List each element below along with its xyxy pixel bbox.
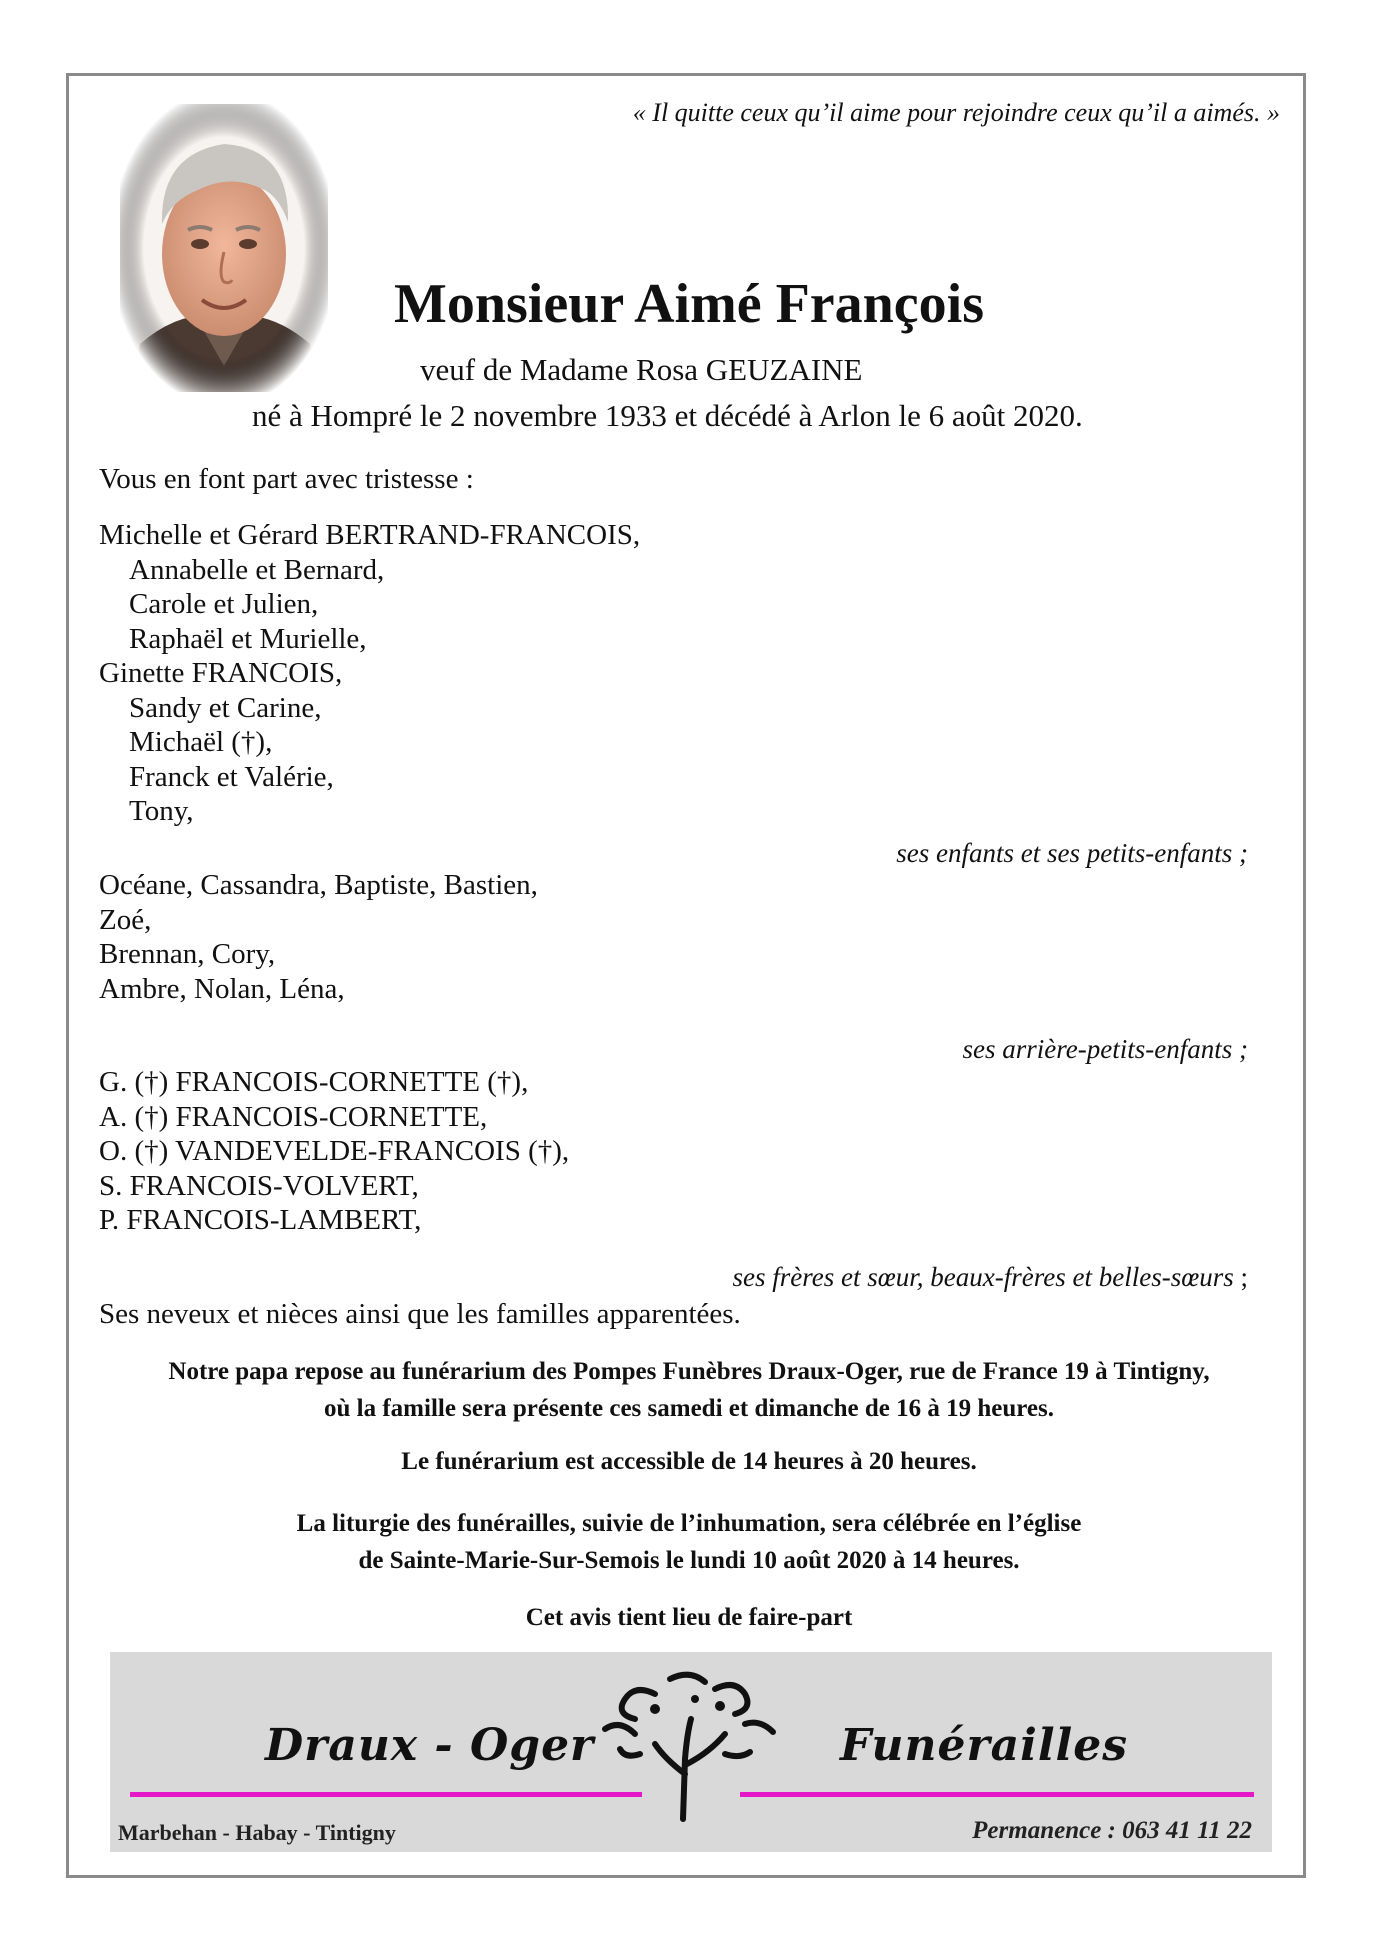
list-item: Ambre, Nolan, Léna, <box>99 972 345 1005</box>
birth-death-line: né à Hompré le 2 novembre 1933 et décédé à Arlon le 6 août 2020. <box>252 398 1083 433</box>
relatives-line: Ses neveux et nièces ainsi que les familles apparentées. <box>99 1298 741 1330</box>
siblings-list <box>99 1065 569 1238</box>
accent-line-right <box>740 1792 1254 1797</box>
brand-left: Draux - Oger <box>265 1720 595 1771</box>
visiting-hours-notice: Le funérarium est accessible de 14 heures à 20 heures. <box>401 1448 977 1475</box>
permanence-phone: Permanence : 063 41 11 22 <box>972 1817 1252 1844</box>
list-item: Sandy et Carine, <box>129 691 322 724</box>
funeral-home-notice <box>0 1353 1378 1427</box>
deceased-name: Monsieur Aimé François <box>393 273 985 335</box>
notice-line: de Sainte-Marie-Sur-Semois le lundi 10 août 2020 à 14 heures. <box>358 1547 1020 1574</box>
list-item: Franck et Valérie, <box>129 760 334 793</box>
list-item: P. FRANCOIS-LAMBERT, <box>99 1204 422 1236</box>
liturgy-notice <box>0 1505 1378 1579</box>
siblings-relation-text: ses frères et sœur, beaux-frères et belles-sœurs <box>732 1262 1234 1292</box>
faire-part-notice: Cet avis tient lieu de faire-part <box>525 1604 853 1631</box>
great-grandchildren-relation: ses arrière-petits-enfants ; <box>962 1034 1248 1064</box>
list-item: O. (†) VANDEVELDE-FRANCOIS (†), <box>99 1135 570 1167</box>
list-item: Michaël (†), <box>129 726 273 758</box>
great-grandchildren-list <box>99 868 538 1006</box>
list-item: Raphaël et Murielle, <box>129 622 367 655</box>
tree-logo-icon <box>595 1664 785 1824</box>
accent-line-left <box>130 1792 642 1797</box>
list-item: S. FRANCOIS-VOLVERT, <box>99 1169 419 1202</box>
epitaph-quote: « Il quitte ceux qu’il aime pour rejoindre ceux qu’il a aimés. » <box>632 98 1280 127</box>
notice-line: où la famille sera présente ces samedi et dimanche de 16 à 19 heures. <box>324 1395 1054 1422</box>
funeral-home-banner <box>110 1652 1272 1852</box>
notice-line: La liturgie des funérailles, suivie de l’inhumation, sera célébrée en l’église <box>296 1510 1082 1537</box>
list-item: Michelle et Gérard BERTRAND-FRANCOIS, <box>99 519 641 551</box>
list-item: Annabelle et Bernard, <box>129 553 385 586</box>
portrait-photo <box>120 104 328 392</box>
locations: Marbehan - Habay - Tintigny <box>118 1820 396 1845</box>
notice-line: Notre papa repose au funérarium des Pompes Funèbres Draux-Oger, rue de France 19 à Tintigny, <box>168 1358 1210 1385</box>
list-item: Tony, <box>129 795 194 827</box>
siblings-relation-end: ; <box>1233 1262 1248 1292</box>
list-item: Brennan, Cory, <box>99 938 276 970</box>
list-item: Carole et Julien, <box>129 588 319 620</box>
list-item: A. (†) FRANCOIS-CORNETTE, <box>99 1100 488 1133</box>
children-relation: ses enfants et ses petits-enfants ; <box>896 838 1248 868</box>
list-item: Ginette FRANCOIS, <box>99 657 343 689</box>
list-item: Océane, Cassandra, Baptiste, Bastien, <box>99 869 538 901</box>
widow-line: veuf de Madame Rosa GEUZAINE <box>420 352 863 387</box>
siblings-relation <box>733 1262 1248 1293</box>
list-item: Zoé, <box>99 903 152 936</box>
intro-line: Vous en font part avec tristesse : <box>99 463 474 495</box>
list-item: G. (†) FRANCOIS-CORNETTE (†), <box>99 1066 529 1098</box>
children-list <box>99 518 640 829</box>
brand-right: Funérailles <box>840 1720 1129 1771</box>
